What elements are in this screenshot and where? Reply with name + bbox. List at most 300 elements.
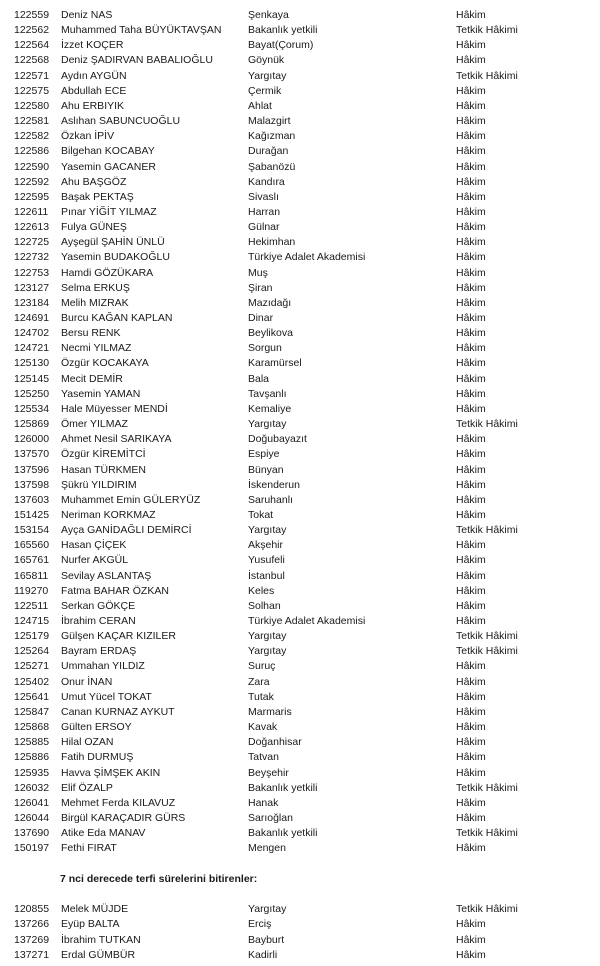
job-title: Hâkim <box>456 675 486 688</box>
table-row <box>0 417 600 432</box>
assigned-place: Durağan <box>248 145 289 158</box>
job-title: Hâkim <box>456 99 486 112</box>
person-name: Özgür KOCAKAYA <box>61 357 149 370</box>
job-title: Hâkim <box>456 221 486 234</box>
person-name: Ahu BAŞGÖZ <box>61 175 127 188</box>
record-id: 126044 <box>14 811 50 824</box>
table-row <box>0 675 600 690</box>
job-title: Hâkim <box>456 736 486 749</box>
assigned-place: Bala <box>248 372 270 385</box>
person-name: Ayça GANİDAĞLI DEMİRCİ <box>61 524 192 537</box>
person-name: Gülşen KAÇAR KIZILER <box>61 630 176 643</box>
assigned-place: Bayat(Çorum) <box>248 39 314 52</box>
job-title: Tetkik Hâkimi <box>456 418 518 431</box>
job-title: Hâkim <box>456 327 486 340</box>
assigned-place: Gülnar <box>248 221 280 234</box>
table-row <box>0 584 600 599</box>
job-title: Hâkim <box>456 39 486 52</box>
table-row <box>0 659 600 674</box>
table-row <box>0 356 600 371</box>
record-id: 122575 <box>14 84 50 97</box>
table-row <box>0 402 600 417</box>
person-name: Hasan TÜRKMEN <box>61 463 146 476</box>
table-row <box>0 705 600 720</box>
assigned-place: Keles <box>248 584 275 597</box>
assigned-place: Şenkaya <box>248 9 289 21</box>
record-id: 125868 <box>14 721 50 734</box>
table-row <box>0 447 600 462</box>
job-title: Hâkim <box>456 463 486 476</box>
record-id: 119270 <box>14 584 49 597</box>
assigned-place: Bakanlık yetkili <box>248 24 318 37</box>
assigned-place: Beylikova <box>248 327 293 340</box>
assigned-place: Yargıtay <box>248 903 287 915</box>
record-id: 122592 <box>14 175 50 188</box>
person-name: Hale Müyesser MENDİ <box>61 402 168 415</box>
table-row <box>0 69 600 84</box>
table-row <box>0 281 600 296</box>
record-id: 122611 <box>14 205 49 218</box>
record-id: 122732 <box>14 251 50 264</box>
record-id: 137690 <box>14 827 50 840</box>
table-row <box>0 478 600 493</box>
assigned-place: Yargıtay <box>248 524 287 537</box>
person-name: Ummahan YILDIZ <box>61 660 145 673</box>
person-name: Ahmet Nesil SARIKAYA <box>61 433 172 446</box>
record-id: 125130 <box>14 357 50 370</box>
table-row <box>0 326 600 341</box>
person-name: İzzet KOÇER <box>61 39 124 52</box>
record-id: 125534 <box>14 402 50 415</box>
job-title: Hâkim <box>456 478 486 491</box>
assigned-place: Şiran <box>248 281 273 294</box>
table-row <box>0 508 600 523</box>
person-name: Fatih DURMUŞ <box>61 751 134 764</box>
assigned-place: Kandıra <box>248 175 285 188</box>
table-row <box>0 750 600 765</box>
job-title: Hâkim <box>456 387 486 400</box>
person-name: Elif ÖZALP <box>61 781 113 794</box>
job-title: Tetkik Hâkimi <box>456 645 518 658</box>
record-id: 150197 <box>14 842 50 855</box>
record-id: 122582 <box>14 130 50 143</box>
record-id: 165811 <box>14 569 49 582</box>
job-title: Hâkim <box>456 54 486 67</box>
assigned-place: Akşehir <box>248 539 284 552</box>
table-row <box>0 84 600 99</box>
table-row <box>0 250 600 265</box>
person-name: Birgül KARAÇADIR GÜRS <box>61 811 186 824</box>
assigned-place: Zara <box>248 675 270 688</box>
table-row <box>0 341 600 356</box>
assigned-place: Karamürsel <box>248 357 302 370</box>
assigned-place: Hanak <box>248 796 279 809</box>
assigned-place: Kadirli <box>248 948 278 961</box>
person-name: Aydın AYGÜN <box>61 69 127 82</box>
person-name: İbrahim CERAN <box>61 615 136 627</box>
job-title: Tetkik Hâkimi <box>456 524 518 537</box>
person-name: Atike Eda MANAV <box>61 827 146 840</box>
assigned-place: Espiye <box>248 448 280 461</box>
assigned-place: Erciş <box>248 918 272 931</box>
record-id: 122511 <box>14 599 49 612</box>
record-id: 125869 <box>14 418 50 431</box>
table-row <box>0 690 600 705</box>
record-id: 122580 <box>14 99 50 112</box>
assigned-place: Yusufeli <box>248 554 285 567</box>
person-name: İbrahim TUTKAN <box>61 933 141 946</box>
record-id: 120855 <box>14 903 50 915</box>
table-row <box>0 781 600 796</box>
assigned-place: Bakanlık yetkili <box>248 781 318 794</box>
assigned-place: Tatvan <box>248 751 279 764</box>
record-id: 122613 <box>14 221 50 234</box>
assigned-place: Suruç <box>248 660 276 673</box>
job-title: Hâkim <box>456 9 486 21</box>
job-title: Hâkim <box>456 796 486 809</box>
table-row <box>0 266 600 281</box>
job-title: Hâkim <box>456 448 486 461</box>
job-title: Tetkik Hâkimi <box>456 24 518 37</box>
table-row <box>0 902 600 917</box>
assigned-place: Sarıoğlan <box>248 811 293 824</box>
record-id: 137266 <box>14 918 50 931</box>
record-id: 126041 <box>14 796 50 809</box>
job-title: Hâkim <box>456 705 486 718</box>
record-id: 125847 <box>14 705 50 718</box>
record-id: 125179 <box>14 630 50 643</box>
assigned-place: Sorgun <box>248 342 282 355</box>
person-name: Şükrü YILDIRIM <box>61 478 137 491</box>
assigned-place: Türkiye Adalet Akademisi <box>248 251 366 264</box>
person-name: Umut Yücel TOKAT <box>61 690 152 703</box>
person-name: Özgür KİREMİTCİ <box>61 448 146 461</box>
job-title: Hâkim <box>456 933 486 946</box>
job-title: Tetkik Hâkimi <box>456 630 518 643</box>
table-row <box>0 917 600 932</box>
assigned-place: Kavak <box>248 721 278 734</box>
person-name: Selma ERKUŞ <box>61 281 130 294</box>
job-title: Hâkim <box>456 569 486 582</box>
job-title: Hâkim <box>456 281 486 294</box>
job-title: Hâkim <box>456 251 486 264</box>
job-title: Hâkim <box>456 175 486 188</box>
table-row <box>0 841 600 856</box>
job-title: Hâkim <box>456 584 486 597</box>
assigned-place: Sivaslı <box>248 190 279 203</box>
job-title: Hâkim <box>456 721 486 734</box>
person-name: Burcu KAĞAN KAPLAN <box>61 312 173 324</box>
assigned-place: Doğubayazıt <box>248 433 307 446</box>
person-name: Serkan GÖKÇE <box>61 599 136 612</box>
assigned-place: Saruhanlı <box>248 493 293 506</box>
record-id: 137596 <box>14 463 50 476</box>
assigned-place: Muş <box>248 266 268 279</box>
person-name: Ayşegül ŞAHİN ÜNLÜ <box>61 236 165 249</box>
person-name: Yasemin YAMAN <box>61 387 141 400</box>
record-id: 165560 <box>14 539 50 552</box>
record-id: 125264 <box>14 645 50 658</box>
job-title: Hâkim <box>456 115 486 128</box>
record-id: 122590 <box>14 160 50 173</box>
person-name: Muhammet Emin GÜLERYÜZ <box>61 493 201 506</box>
record-id: 122581 <box>14 115 50 128</box>
record-id: 153154 <box>14 524 50 537</box>
assigned-place: Dinar <box>248 312 274 324</box>
assigned-place: Mazıdağı <box>248 296 292 309</box>
job-title: Hâkim <box>456 751 486 764</box>
record-id: 124691 <box>14 312 50 324</box>
record-id: 122586 <box>14 145 50 158</box>
assigned-place: Şabanözü <box>248 160 296 173</box>
person-name: Hamdi GÖZÜKARA <box>61 266 154 279</box>
assigned-place: Yargıtay <box>248 418 287 431</box>
table-row <box>0 175 600 190</box>
person-name: Nurfer AKGÜL <box>61 554 129 567</box>
record-id: 124715 <box>14 615 50 627</box>
assigned-place: Tokat <box>248 508 274 521</box>
assigned-place: Tutak <box>248 690 274 703</box>
record-id: 122595 <box>14 190 50 203</box>
table-row <box>0 826 600 841</box>
person-name: Bersu RENK <box>61 327 121 340</box>
job-title: Hâkim <box>456 539 486 552</box>
record-id: 125935 <box>14 766 50 779</box>
table-row <box>0 432 600 447</box>
job-title: Hâkim <box>456 766 486 779</box>
record-id: 122571 <box>14 69 50 82</box>
job-title: Tetkik Hâkimi <box>456 781 518 794</box>
person-name: Hilal OZAN <box>61 736 114 749</box>
record-id: 125641 <box>14 690 50 703</box>
table-row <box>0 144 600 159</box>
assigned-place: Harran <box>248 205 281 218</box>
table-row <box>0 235 600 250</box>
person-name: Melek MÜJDE <box>61 903 129 915</box>
assigned-place: Marmaris <box>248 705 292 718</box>
job-title: Hâkim <box>456 266 486 279</box>
job-title: Hâkim <box>456 508 486 521</box>
job-title: Hâkim <box>456 160 486 173</box>
table-row <box>0 644 600 659</box>
assigned-place: Yargıtay <box>248 630 287 643</box>
person-name: Neriman KORKMAZ <box>61 508 156 521</box>
job-title: Hâkim <box>456 948 486 961</box>
record-id: 123127 <box>14 281 50 294</box>
person-name: Fethi FIRAT <box>61 842 117 855</box>
assigned-place: Bakanlık yetkili <box>248 827 318 840</box>
job-title: Tetkik Hâkimi <box>456 69 518 82</box>
record-id: 137269 <box>14 933 50 946</box>
person-name: Canan KURNAZ AYKUT <box>61 705 175 718</box>
assigned-place: Ahlat <box>248 99 272 112</box>
assigned-place: Çermik <box>248 84 282 97</box>
job-title: Hâkim <box>456 433 486 446</box>
person-name: Pınar YİĞİT YILMAZ <box>61 205 157 218</box>
table-row <box>0 553 600 568</box>
table-row <box>0 114 600 129</box>
record-id: 125271 <box>14 660 50 673</box>
job-title: Tetkik Hâkimi <box>456 827 518 840</box>
assigned-place: Kemaliye <box>248 402 292 415</box>
assigned-place: Göynük <box>248 54 285 67</box>
job-title: Hâkim <box>456 690 486 703</box>
table-row <box>0 8 600 23</box>
job-title: Hâkim <box>456 342 486 355</box>
table-row <box>0 933 600 948</box>
person-name: Yasemin BUDAKOĞLU <box>61 251 170 264</box>
job-title: Hâkim <box>456 145 486 158</box>
job-title: Hâkim <box>456 402 486 415</box>
job-title: Hâkim <box>456 599 486 612</box>
person-name: Hasan ÇİÇEK <box>61 539 127 552</box>
record-id: 137570 <box>14 448 50 461</box>
record-id: 125250 <box>14 387 50 400</box>
record-id: 122753 <box>14 266 50 279</box>
table-row <box>0 387 600 402</box>
assigned-place: Yargıtay <box>248 69 287 82</box>
assigned-place: Kağızman <box>248 130 296 143</box>
job-title: Hâkim <box>456 811 486 824</box>
person-name: Havva ŞİMŞEK AKIN <box>61 766 161 779</box>
person-name: Ahu ERBIYIK <box>61 99 125 112</box>
table-row <box>0 463 600 478</box>
person-name: Fulya GÜNEŞ <box>61 221 127 234</box>
job-title: Hâkim <box>456 842 486 855</box>
table-row <box>0 948 600 963</box>
person-name: Mecit DEMİR <box>61 372 123 385</box>
record-id: 122564 <box>14 39 50 52</box>
assigned-place: Hekimhan <box>248 236 296 249</box>
record-id: 122568 <box>14 54 50 67</box>
person-name: Gülten ERSOY <box>61 721 132 734</box>
table-row <box>0 493 600 508</box>
person-name: Melih MIZRAK <box>61 296 129 309</box>
table-row <box>0 599 600 614</box>
table-row <box>0 811 600 826</box>
record-id: 165761 <box>14 554 50 567</box>
table-row <box>0 296 600 311</box>
job-title: Hâkim <box>456 296 486 309</box>
job-title: Hâkim <box>456 84 486 97</box>
assigned-place: İstanbul <box>248 569 285 582</box>
record-id: 124702 <box>14 327 50 340</box>
person-name: Başak PEKTAŞ <box>61 190 134 203</box>
job-title: Hâkim <box>456 236 486 249</box>
table-row <box>0 735 600 750</box>
person-name: Erdal GÜMBÜR <box>61 948 136 961</box>
table-row <box>0 38 600 53</box>
table-row <box>0 538 600 553</box>
record-id: 125885 <box>14 736 50 749</box>
table-row <box>0 523 600 538</box>
assigned-place: Solhan <box>248 599 281 612</box>
assigned-place: Doğanhisar <box>248 736 302 749</box>
job-title: Hâkim <box>456 357 486 370</box>
record-id: 124721 <box>14 342 50 355</box>
job-title: Hâkim <box>456 918 486 931</box>
job-title: Hâkim <box>456 130 486 143</box>
person-name: Abdullah ECE <box>61 84 127 97</box>
assigned-place: Malazgirt <box>248 115 291 128</box>
record-id: 122725 <box>14 236 50 249</box>
job-title: Tetkik Hâkimi <box>456 903 518 915</box>
table-row <box>0 569 600 584</box>
section-heading: 7 nci derecede terfi sürelerini bitirenler: <box>60 873 258 885</box>
person-name: Eyüp BALTA <box>61 918 120 931</box>
table-row <box>0 372 600 387</box>
person-name: Deniz NAS <box>61 9 113 21</box>
assigned-place: Türkiye Adalet Akademisi <box>248 615 366 627</box>
table-row <box>0 720 600 735</box>
person-name: Bilgehan KOCABAY <box>61 145 155 158</box>
job-title: Hâkim <box>456 190 486 203</box>
record-id: 125402 <box>14 675 50 688</box>
table-row <box>0 160 600 175</box>
record-id: 137271 <box>14 948 50 961</box>
person-name: Aslıhan SABUNCUOĞLU <box>61 115 181 128</box>
assigned-place: Mengen <box>248 842 286 855</box>
job-title: Hâkim <box>456 615 486 627</box>
table-row <box>0 99 600 114</box>
table-row <box>0 766 600 781</box>
job-title: Hâkim <box>456 205 486 218</box>
person-name: Ömer YILMAZ <box>61 418 128 431</box>
person-name: Sevilay ASLANTAŞ <box>61 569 152 582</box>
record-id: 122559 <box>14 9 50 21</box>
person-name: Mehmet Ferda KILAVUZ <box>61 796 176 809</box>
record-id: 126000 <box>14 433 50 446</box>
table-row <box>0 23 600 38</box>
assigned-place: Bayburt <box>248 933 285 946</box>
person-name: Yasemin GACANER <box>61 160 156 173</box>
job-title: Hâkim <box>456 493 486 506</box>
assigned-place: Yargıtay <box>248 645 287 658</box>
table-row <box>0 614 600 629</box>
record-id: 125145 <box>14 372 50 385</box>
record-id: 122562 <box>14 24 50 37</box>
person-name: Fatma BAHAR ÖZKAN <box>61 584 169 597</box>
table-row <box>0 190 600 205</box>
record-id: 125886 <box>14 751 50 764</box>
table-row <box>0 129 600 144</box>
table-row <box>0 53 600 68</box>
person-name: Bayram ERDAŞ <box>61 645 137 658</box>
assigned-place: İskenderun <box>248 478 300 491</box>
job-title: Hâkim <box>456 312 486 324</box>
record-id: 151425 <box>14 508 50 521</box>
table-row <box>0 311 600 326</box>
table-row <box>0 629 600 644</box>
assigned-place: Tavşanlı <box>248 387 287 400</box>
person-name: Özkan İPİV <box>61 130 115 143</box>
person-name: Muhammed Taha BÜYÜKTAVŞAN <box>61 24 222 37</box>
person-name: Necmi YILMAZ <box>61 342 132 355</box>
assigned-place: Beyşehir <box>248 766 289 779</box>
job-title: Hâkim <box>456 554 486 567</box>
person-name: Onur İNAN <box>61 675 113 688</box>
record-id: 126032 <box>14 781 50 794</box>
job-title: Hâkim <box>456 372 486 385</box>
job-title: Hâkim <box>456 660 486 673</box>
table-row <box>0 205 600 220</box>
record-id: 137598 <box>14 478 50 491</box>
record-id: 123184 <box>14 296 50 309</box>
record-id: 137603 <box>14 493 50 506</box>
table-row <box>0 796 600 811</box>
table-row <box>0 220 600 235</box>
assigned-place: Bünyan <box>248 463 284 476</box>
